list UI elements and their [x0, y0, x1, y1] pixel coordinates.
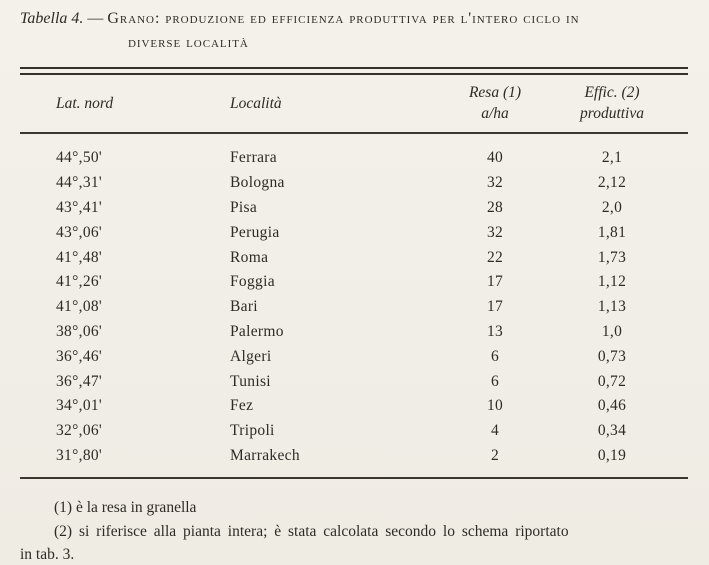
effic-cell: 2,1: [601, 149, 623, 167]
locality-cell: Ferrara: [230, 149, 277, 167]
header-effic-line1: Effic. (2): [584, 84, 640, 101]
locality-cell: Perugia: [230, 223, 280, 241]
resa-cell: 6: [490, 347, 500, 365]
lat-cell: 34°,01': [56, 397, 103, 415]
table-title: [20, 8, 688, 30]
footnote-2-line2: in tab. 3.: [20, 546, 75, 564]
locality-cell: Palermo: [230, 322, 284, 340]
resa-cell: 32: [486, 223, 504, 241]
effic-cell: 2,0: [601, 198, 623, 216]
table-header-row: [20, 75, 688, 132]
table-row: [20, 146, 688, 171]
title-dash: —: [87, 10, 104, 27]
lat-cell: 43°,06': [56, 223, 103, 241]
resa-cell: 6: [490, 372, 500, 390]
effic-cell: 0,34: [597, 422, 627, 440]
table-row: [20, 419, 688, 444]
table-row: [20, 196, 688, 221]
header-effic: [570, 82, 688, 124]
table-body: [20, 134, 688, 477]
effic-cell: 0,72: [597, 372, 627, 390]
table-row: [20, 394, 688, 419]
lat-cell: 41°,26': [56, 273, 103, 291]
resa-cell: 17: [486, 273, 504, 291]
resa-cell: 2: [490, 446, 500, 464]
resa-cell: 13: [486, 322, 504, 340]
title-caption-line1: Grano: produzione ed efficienza produttiva per l'intero ciclo in: [107, 10, 580, 27]
effic-cell: 1,13: [597, 298, 627, 316]
resa-cell: 17: [486, 298, 504, 316]
top-double-rule: [20, 67, 688, 75]
locality-cell: Bologna: [230, 174, 285, 192]
table-row: [20, 220, 688, 245]
resa-cell: 28: [486, 198, 504, 216]
locality-cell: Algeri: [230, 347, 272, 365]
lat-cell: 41°,48': [56, 248, 103, 266]
effic-cell: 0,46: [597, 397, 627, 415]
effic-cell: 1,81: [597, 223, 627, 241]
header-resa-line2: a/ha: [481, 105, 509, 122]
bottom-rule: [20, 477, 688, 479]
header-resa: [420, 82, 570, 124]
header-effic-line2: produttiva: [579, 105, 644, 122]
footnotes: [20, 496, 688, 565]
footnote-2-line1: (2) si riferisce alla pianta intera; è stata calcolata secondo lo schema riportato: [54, 522, 569, 540]
effic-cell: 1,0: [601, 322, 623, 340]
effic-cell: 0,19: [597, 446, 627, 464]
locality-cell: Marrakech: [230, 446, 300, 464]
resa-cell: 40: [486, 149, 504, 167]
table-row: [20, 444, 688, 469]
effic-cell: 2,12: [597, 174, 627, 192]
table-row: [20, 295, 688, 320]
table-row: [20, 369, 688, 394]
header-resa-line1: Resa (1): [468, 84, 522, 101]
lat-cell: 44°,31': [56, 174, 103, 192]
effic-cell: 1,12: [597, 273, 627, 291]
title-caption-line2: diverse località: [128, 34, 249, 51]
table-row: [20, 171, 688, 196]
lat-cell: 44°,50': [56, 149, 103, 167]
effic-cell: 0,73: [597, 347, 627, 365]
locality-cell: Roma: [230, 248, 269, 266]
locality-cell: Tunisi: [230, 372, 271, 390]
resa-cell: 32: [486, 174, 504, 192]
effic-cell: 1,73: [597, 248, 627, 266]
resa-cell: 22: [486, 248, 504, 266]
table-row: [20, 344, 688, 369]
resa-cell: 4: [490, 422, 500, 440]
header-lat-nord: Lat. nord: [56, 94, 114, 112]
table-row: [20, 270, 688, 295]
lat-cell: 43°,41': [56, 198, 103, 216]
table-row: [20, 320, 688, 345]
lat-cell: 38°,06': [56, 322, 103, 340]
locality-cell: Fez: [230, 397, 254, 415]
lat-cell: 31°,80': [56, 446, 103, 464]
table-number-label: Tabella 4.: [20, 10, 84, 27]
table-row: [20, 245, 688, 270]
locality-cell: Pisa: [230, 198, 258, 216]
locality-cell: Foggia: [230, 273, 275, 291]
resa-cell: 10: [486, 397, 504, 415]
footnote-1: (1) è la resa in granella: [54, 499, 197, 517]
lat-cell: 36°,46': [56, 347, 103, 365]
locality-cell: Tripoli: [230, 422, 275, 440]
locality-cell: Bari: [230, 298, 258, 316]
lat-cell: 32°,06': [56, 422, 103, 440]
lat-cell: 36°,47': [56, 372, 103, 390]
header-localita: Località: [230, 94, 282, 112]
lat-cell: 41°,08': [56, 298, 103, 316]
